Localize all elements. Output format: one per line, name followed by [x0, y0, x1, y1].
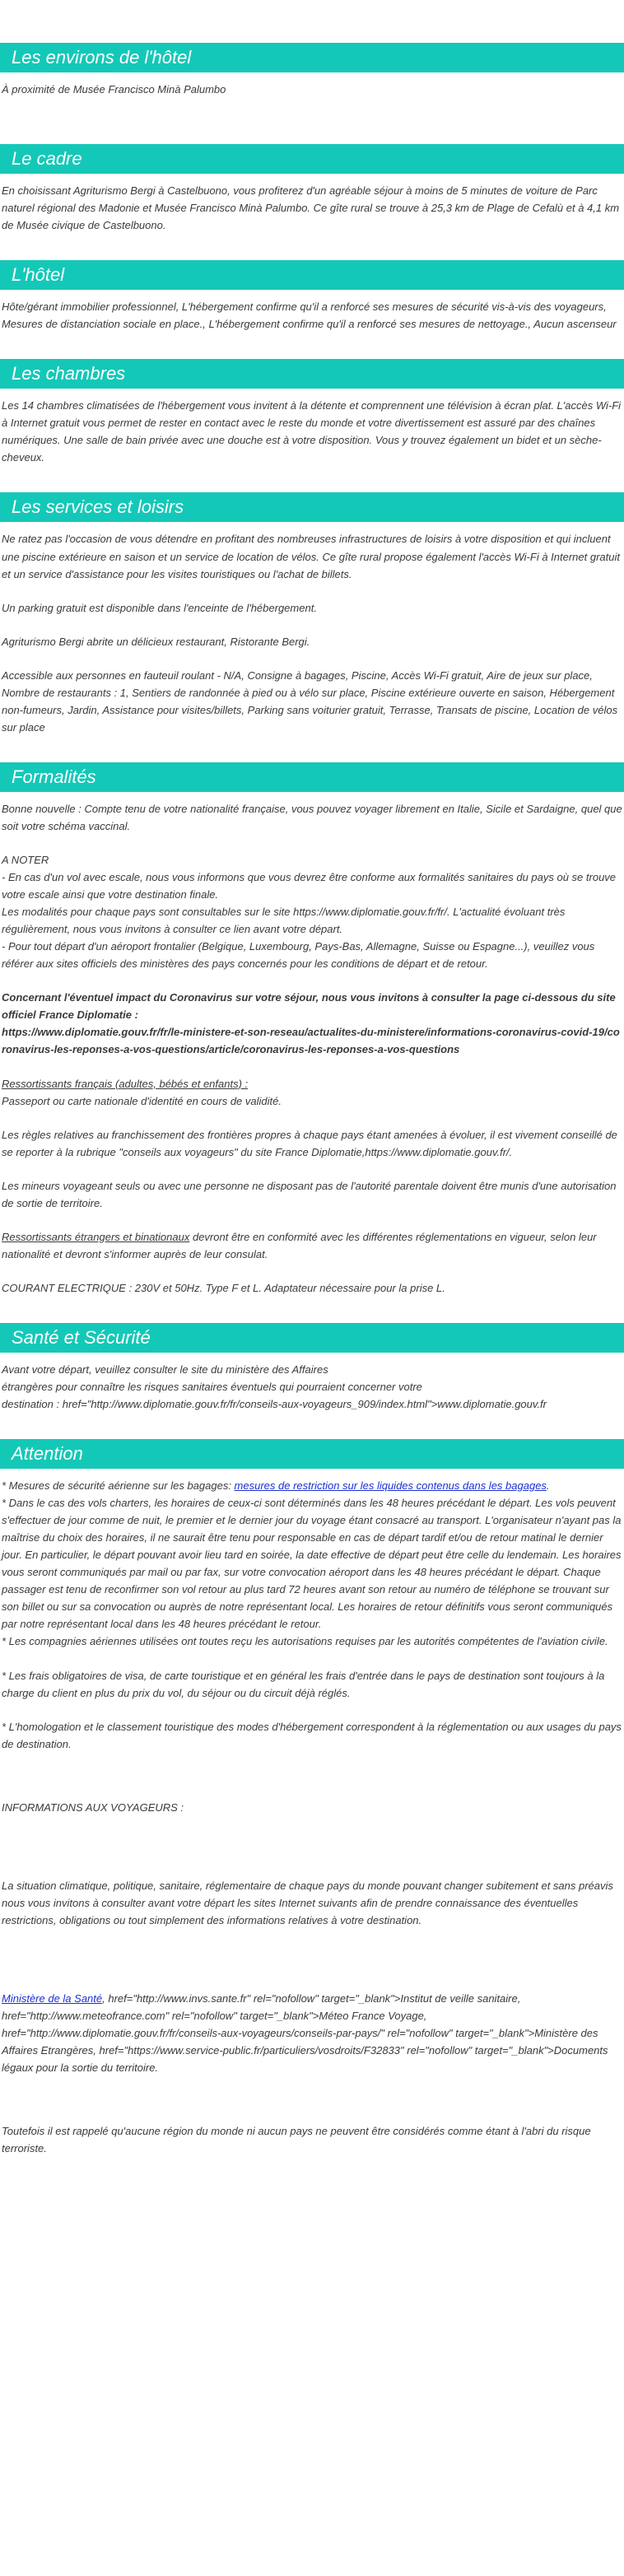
attention-frais: * Les frais obligatoires de visa, de carte touristique et en général les frais d'entrée dans le pays de destination sont toujours à la charge du client en plus du prix du vol, du séjour ou du circuit déjà réglés.	[2, 1669, 605, 1699]
attention-mesures	[2, 1477, 622, 1494]
sante-text-3: destination : href="http://www.diplomatie.gouv.fr/fr/conseils-aux-voyageurs_909/index.html">www.diplomatie.gouv.fr	[2, 1398, 547, 1411]
formalites-regles: Les règles relatives au franchissement des frontières propres à chaque pays étant amenées à évoluer, il est vivement conseillé de se reporter à la rubrique "conseils aux voyageurs" du site France Diplomatie,https://www.diplomatie.gouv.fr/.	[2, 1128, 617, 1158]
liquides-restriction-link[interactable]: mesures de restriction sur les liquides contenus dans les bagages	[234, 1479, 547, 1493]
formalites-a-noter: A NOTER	[2, 853, 49, 866]
services-paragraph-3: Agriturismo Bergi abrite un délicieux restaurant, Ristorante Bergi.	[2, 635, 310, 648]
formalites-ressortissants-francais-text: Passeport ou carte nationale d'identité en cours de validité.	[2, 1094, 282, 1107]
formalites-note-2: Les modalités pour chaque pays sont consultables sur le site https://www.diplomatie.gouv.fr/fr/. L'actualité évoluant très régulièrement, nous vous invitons à consulter ce lien avant votre départ.	[2, 906, 566, 936]
section-title-environs: Les environs de l'hôtel	[0, 43, 624, 72]
attention-ministere-text: , href="http://www.invs.sante.fr" rel="nofollow" target="_blank">Institut de veille sanitaire, href="http://www.meteofrance.com" rel="nofollow" target="_blank">Méteo France Voyage, href="http://www.diplomatie.gouv.fr/fr/conseils-aux-voyageurs/conseils-par-pays/" rel="nofollow" target="_blank">Ministère des Affaires Etrangères, href="https://www.service-public.fr/particuliers/vosdroits/F32833" rel="nofollow" target="_blank">Documents légaux pour la sortie du territoire.	[2, 1991, 608, 2075]
environs-text: À proximité de Musée Francisco Minà Palumbo	[2, 83, 226, 95]
formalites-mineurs: Les mineurs voyageant seuls ou avec une personne ne disposant pas de l'autorité parentale doivent être munis d'une autorisation de sortie de territoire.	[2, 1179, 617, 1209]
section-environs	[0, 43, 624, 98]
services-paragraph-4: Accessible aux personnes en fauteuil roulant - N/A, Consigne à bagages, Piscine, Accès Wi-Fi gratuit, Aire de jeux sur place, Nombre de restaurants : 1, Sentiers de randonnée à pied ou à vélo sur place, Piscine extérieure ouverte en saison, Hébergement non-fumeurs, Jardin, Assistance pour visites/billets, Parking sans voiturier gratuit, Terrasse, Transats de piscine, Location de vélos sur place	[2, 668, 618, 734]
attention-toutefois: Toutefois il est rappelé qu'aucune région du monde ni aucun pays ne peuvent être considérés comme étant à l'abri du risque terroriste.	[2, 2125, 591, 2155]
formalites-courant-electrique: COURANT ELECTRIQUE : 230V et 50Hz. Type F et L. Adaptateur nécessaire pour la prise L.	[2, 1281, 445, 1294]
attention-situation-1: La situation climatique, politique, sanitaire, réglementaire de chaque pays du monde pouvant changer subitement et sans préavis	[2, 1879, 613, 1892]
formalites-ressortissants-etrangers	[2, 1228, 622, 1263]
cadre-text: En choisissant Agriturismo Bergi à Castelbuono, vous profiterez d'un agréable séjour à moins de 5 minutes de voiture de Parc naturel régional des Madonie et Musée Francisco Minà Palumbo. Ce gîte rural se trouve à 25,3 km de Plage de Cefalù et à 4,1 km de Musée civique de Castelbuono.	[2, 184, 620, 232]
attention-ministere	[2, 1990, 622, 2076]
formalites-ressortissants-etrangers-text: devront être en conformité avec les différentes réglementations en vigueur, selon leur nationalité et devront s'informer auprès de leur consulat.	[2, 1230, 597, 1260]
services-paragraph-1: Ne ratez pas l'occasion de vous détendre en profitant des nombreuses infrastructures de loisirs à votre disposition et qui incluent une piscine extérieure en saison et un service de location de vélos. Ce gîte rural propose également l'accès Wi-Fi à Internet gratuit et un service d'assistance pour les visites touristiques ou l'achat de billets.	[2, 533, 620, 580]
section-title-sante: Santé et Sécurité	[0, 1323, 624, 1353]
section-services	[0, 492, 624, 735]
section-cadre	[0, 144, 624, 234]
section-title-chambres: Les chambres	[0, 359, 624, 389]
section-formalites	[0, 762, 624, 1297]
hotel-text: Hôte/gérant immobilier professionnel, L'hébergement confirme qu'il a renforcé ses mesures de sécurité vis-à-vis des voyageurs, Mesures de distanciation sociale en place., L'hébergement confirme qu'il a renforcé ses mesures de nettoyage., Aucun ascenseur	[2, 300, 617, 331]
formalites-ressortissants-etrangers-title: Ressortissants étrangers et binationaux	[2, 1230, 190, 1243]
section-attention	[0, 1439, 624, 2157]
sante-text-2: étrangères pour connaître les risques sanitaires éventuels qui pourraient concerner votre	[2, 1380, 422, 1393]
chambres-text: Les 14 chambres climatisées de l'hébergement vous invitent à la détente et comprennent une télévision à écran plat. L'accès Wi-Fi à Internet gratuit vous permet de rester en contact avec le reste du monde et votre divertissement est assuré par des chaînes numériques. Une salle de bain privée avec une douche est à votre disposition. Vous y trouvez également un bidet et un sèche-cheveux.	[2, 399, 622, 464]
section-title-attention: Attention	[0, 1439, 624, 1469]
attention-mesures-suffix: .	[546, 1479, 550, 1493]
sante-text-1: Avant votre départ, veuillez consulter le site du ministère des Affaires	[2, 1363, 328, 1376]
attention-mesures-prefix: * Mesures de sécurité aérienne sur les bagages:	[2, 1479, 235, 1493]
attention-informations-voyageurs: INFORMATIONS AUX VOYAGEURS :	[2, 1800, 184, 1814]
formalites-note-1: - En cas d'un vol avec escale, nous vous informons que vous devrez être conforme aux formalités sanitaires du pays où se trouve votre escale ainsi que votre destination finale.	[2, 871, 617, 901]
section-title-hotel: L'hôtel	[0, 260, 624, 290]
formalites-paragraph-1: Bonne nouvelle : Compte tenu de votre nationalité française, vous pouvez voyager librement en Italie, Sicile et Sardaigne, quel que soit votre schéma vaccinal.	[2, 802, 622, 832]
formalites-coronavirus-url: https://www.diplomatie.gouv.fr/fr/le-ministere-et-son-reseau/actualites-du-ministere/informations-coronavirus-covid-19/coronavirus-les-reponses-a-vos-questions/article/coronavirus-les-reponses-a-vos-questions	[2, 1026, 620, 1056]
attention-situation-2: nous vous invitons à consulter avant votre départ les sites Internet suivants afin de prendre connaissance des éventuelles restrictions, obligations ou tout simplement des informations relatives à votre destination.	[2, 1896, 579, 1926]
attention-charters: * Dans le cas des vols charters, les horaires de ceux-ci sont déterminés dans les 48 heures précédant le départ. Les vols peuvent s'effectuer de jour comme de nuit, le premier et le dernier jour du voyage étant consacré au transport. L'organisateur n'ayant pas la maîtrise du choix des horaires, il ne saurait être tenu pour responsable en cas de départ tardif et/ou de retour matinal le dernier jour. En particulier, le départ pouvant avoir lieu tard en soirée, la date effective de départ peut être celle du lendemain. Les horaires vous seront communiqués par mail ou par fax, sur votre convocation aéroport dans les 48 heures précédant le départ. Chaque passager est tenu de reconfirmer son vol retour au plus tard 72 heures avant son retour au numéro de téléphone se trouvant sur son billet ou sur sa convocation ou auprès de notre représentant local. Les horaires de retour définitifs vous seront communiqués par notre représentant local dans les 48 heures précédant le retour.	[2, 1497, 622, 1631]
section-title-formalites: Formalités	[0, 762, 624, 792]
section-title-cadre: Le cadre	[0, 144, 624, 174]
formalites-coronavirus-intro: Concernant l'éventuel impact du Coronavirus sur votre séjour, nous vous invitons à consulter la page ci-dessous du site officiel France Diplomatie :	[2, 991, 616, 1022]
section-title-services: Les services et loisirs	[0, 492, 624, 522]
section-sante	[0, 1323, 624, 1413]
ministere-sante-link[interactable]: Ministère de la Santé	[2, 1991, 103, 2005]
attention-compagnies: * Les compagnies aériennes utilisées ont toutes reçu les autorisations requises par les autorités compétentes de l'aviation civile.	[2, 1635, 608, 1648]
section-chambres	[0, 359, 624, 466]
formalites-note-3: - Pour tout départ d'un aéroport frontalier (Belgique, Luxembourg, Pays-Bas, Allemagne, Suisse ou Espagne...), veuillez vous référer aux sites officiels des ministères des pays concernés pour les conditions de départ et de retour.	[2, 940, 595, 971]
formalites-ressortissants-francais-title: Ressortissants français (adultes, bébés et enfants) :	[2, 1077, 249, 1090]
services-paragraph-2: Un parking gratuit est disponible dans l'enceinte de l'hébergement.	[2, 601, 317, 614]
attention-homologation: * L'homologation et le classement touristique des modes d'hébergement correspondent à la réglementation ou aux usages du pays de destination.	[2, 1720, 622, 1750]
section-hotel	[0, 260, 624, 333]
